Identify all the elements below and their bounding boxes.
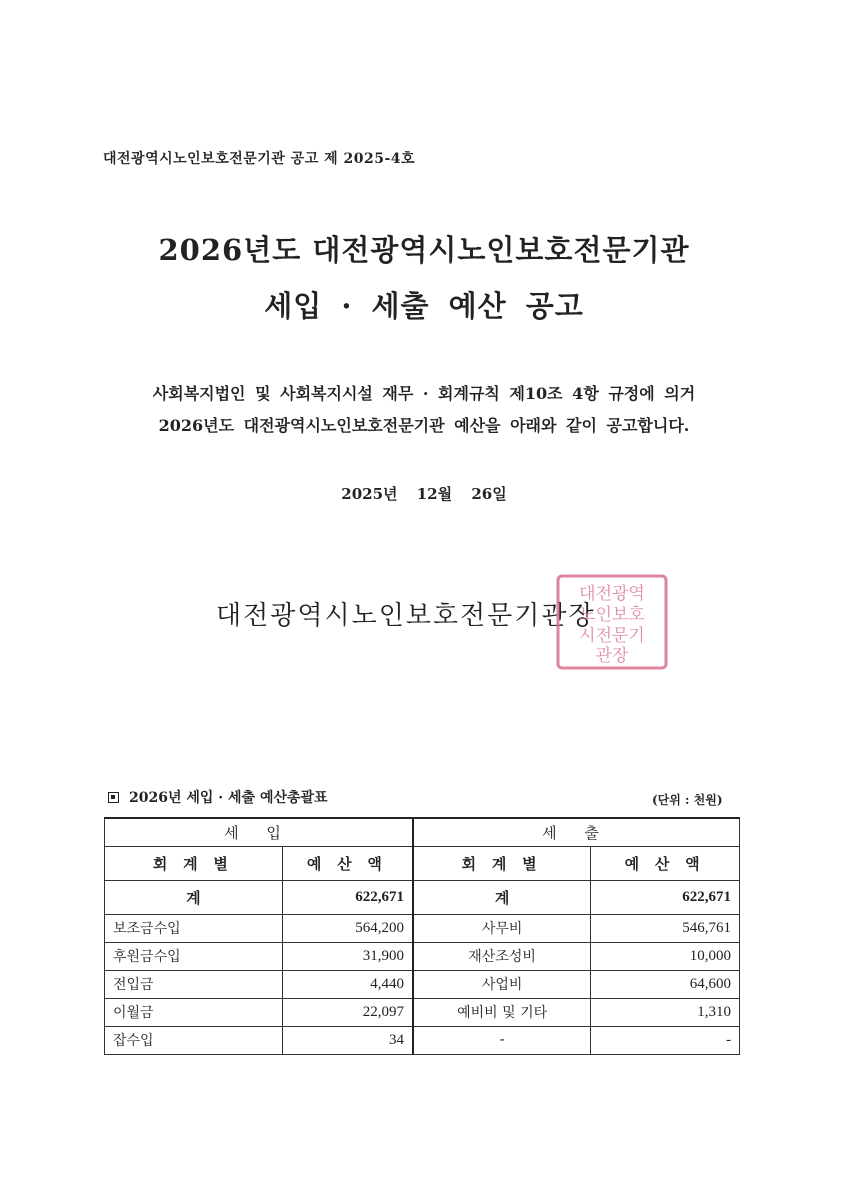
revenue-item-label: 보조금수입 bbox=[105, 914, 283, 942]
revenue-header: 세 입 bbox=[105, 818, 414, 846]
table-total-row bbox=[105, 880, 740, 914]
seal-line-3: 시전문기 bbox=[579, 626, 645, 646]
expense-total-amount: 622,671 bbox=[591, 880, 740, 914]
revenue-col-amount: 예 산 액 bbox=[282, 846, 413, 880]
revenue-item-amount: 22,097 bbox=[282, 998, 413, 1026]
notice-date: 2025년 12월 26일 bbox=[341, 485, 507, 503]
table-row bbox=[105, 970, 740, 998]
expense-item-amount: - bbox=[591, 1026, 740, 1054]
table-header-row-2 bbox=[105, 846, 740, 880]
table-row bbox=[105, 1026, 740, 1054]
body-text-line-1: 사회복지법인 및 사회복지시설 재무 · 회계규칙 제10조 4항 규정에 의거 bbox=[152, 384, 696, 403]
issuer-name: 대전광역시노인보호전문기관장 bbox=[216, 601, 596, 631]
expense-item-label: 재산조성비 bbox=[413, 942, 591, 970]
revenue-item-amount: 34 bbox=[282, 1026, 413, 1054]
revenue-total-label: 계 bbox=[105, 880, 283, 914]
revenue-item-label: 전입금 bbox=[105, 970, 283, 998]
revenue-col-account: 회 계 별 bbox=[105, 846, 283, 880]
table-header-row-1 bbox=[105, 818, 740, 846]
expense-header: 세 출 bbox=[413, 818, 739, 846]
summary-title bbox=[108, 787, 328, 807]
table-row bbox=[105, 998, 740, 1026]
expense-col-amount: 예 산 액 bbox=[591, 846, 740, 880]
unit-label: (단위 : 천원) bbox=[652, 793, 723, 807]
expense-item-amount: 10,000 bbox=[591, 942, 740, 970]
revenue-item-amount: 31,900 bbox=[282, 942, 413, 970]
expense-item-label: 예비비 및 기타 bbox=[413, 998, 591, 1026]
summary-title-text: 2026년 세입 · 세출 예산총괄표 bbox=[129, 790, 328, 806]
revenue-total-amount: 622,671 bbox=[282, 880, 413, 914]
title-line-1: 2026년도 대전광역시노인보호전문기관 bbox=[158, 233, 690, 267]
expense-item-label: 사무비 bbox=[413, 914, 591, 942]
expense-col-account: 회 계 별 bbox=[413, 846, 591, 880]
official-seal-stamp bbox=[552, 572, 672, 672]
expense-item-label: 사업비 bbox=[413, 970, 591, 998]
seal-line-4: 관장 bbox=[595, 646, 629, 666]
revenue-item-amount: 4,440 bbox=[282, 970, 413, 998]
revenue-item-label: 잡수입 bbox=[105, 1026, 283, 1054]
table-row bbox=[105, 914, 740, 942]
revenue-item-label: 후원금수입 bbox=[105, 942, 283, 970]
seal-line-1: 대전광역 bbox=[579, 584, 645, 604]
notice-number: 대전광역시노인보호전문기관 공고 제 2025-4호 bbox=[103, 151, 416, 167]
seal-line-2: 노인보호 bbox=[579, 605, 645, 625]
table-row bbox=[105, 942, 740, 970]
expense-total-label: 계 bbox=[413, 880, 591, 914]
expense-item-amount: 1,310 bbox=[591, 998, 740, 1026]
revenue-item-amount: 564,200 bbox=[282, 914, 413, 942]
expense-item-label: - bbox=[413, 1026, 591, 1054]
title-line-2: 세입 · 세출 예산 공고 bbox=[264, 289, 584, 323]
body-text-line-2: 2026년도 대전광역시노인보호전문기관 예산을 아래와 같이 공고합니다. bbox=[158, 416, 690, 435]
budget-summary-table bbox=[104, 817, 740, 1055]
revenue-item-label: 이월금 bbox=[105, 998, 283, 1026]
expense-item-amount: 64,600 bbox=[591, 970, 740, 998]
square-bullet-icon bbox=[108, 792, 119, 803]
expense-item-amount: 546,761 bbox=[591, 914, 740, 942]
